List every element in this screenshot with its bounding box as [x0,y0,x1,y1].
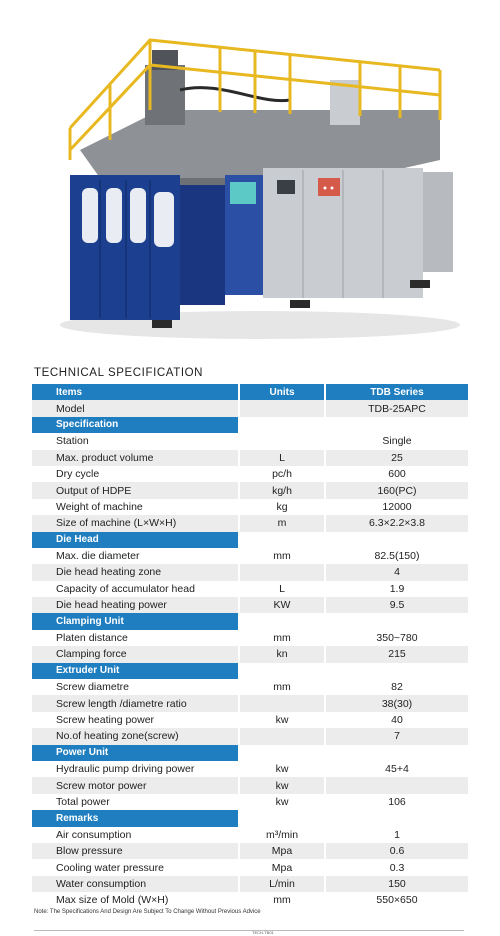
cell-label: Station [32,433,238,449]
cell-value: 1.9 [324,581,468,597]
cell-value: 4 [324,564,468,580]
cell-unit: kw [238,761,324,777]
table-row [32,433,468,449]
cell-unit: kw [238,712,324,728]
cell-label: No.of heating zone(screw) [32,728,238,744]
cell-label: Weight of machine [32,499,238,515]
cell-label: Hydraulic pump driving power [32,761,238,777]
table-row [32,761,468,777]
section-blank [238,745,324,761]
cell-value [324,777,468,793]
header-items: Items [32,384,238,400]
cell-label: Max. die diameter [32,548,238,564]
cell-unit: L [238,581,324,597]
table-row [32,515,468,531]
table-row [32,843,468,859]
cell-label: Dry cycle [32,466,238,482]
section-header: Clamping Unit [32,613,238,629]
table-row [32,794,468,810]
section-header: Die Head [32,532,238,548]
section-blank [324,532,468,548]
section-blank [238,663,324,679]
section-blank [324,745,468,761]
section-header: Power Unit [32,745,238,761]
cell-value: 82.5(150) [324,548,468,564]
cell-label: Capacity of accumulator head [32,581,238,597]
section-header-row [32,417,468,433]
footer-mark: TECH-TB01 [252,930,274,935]
cell-value: 7 [324,728,468,744]
cell-label: Max. product volume [32,450,238,466]
cell-value: 9.5 [324,597,468,613]
section-header-row [32,745,468,761]
table-row [32,679,468,695]
model-label: Model [32,400,238,416]
cell-unit: m³/min [238,827,324,843]
cell-value: 600 [324,466,468,482]
cell-unit: kg/h [238,482,324,498]
section-header-row [32,532,468,548]
cell-value: 6.3×2.2×3.8 [324,515,468,531]
cell-unit [238,728,324,744]
cell-label: Water consumption [32,876,238,892]
section-blank [324,613,468,629]
section-header: Extruder Unit [32,663,238,679]
cell-unit: kn [238,646,324,662]
cell-value: 12000 [324,499,468,515]
cell-unit [238,564,324,580]
table-row [32,499,468,515]
table-row [32,712,468,728]
table-row [32,728,468,744]
table-row [32,450,468,466]
cell-label: Screw heating power [32,712,238,728]
section-title: TECHNICAL SPECIFICATION [34,367,204,379]
section-blank [238,810,324,826]
table-row [32,859,468,875]
cell-value: 45+4 [324,761,468,777]
cell-value: 0.3 [324,859,468,875]
cell-value: 215 [324,646,468,662]
cell-unit: L/min [238,876,324,892]
table-row [32,827,468,843]
cell-unit: pc/h [238,466,324,482]
cell-value: 40 [324,712,468,728]
cell-value: 1 [324,827,468,843]
cell-unit: m [238,515,324,531]
cell-unit: kw [238,794,324,810]
cell-unit [238,433,324,449]
cell-value: Single [324,433,468,449]
section-blank [238,532,324,548]
cell-unit: mm [238,548,324,564]
spec-table [32,384,468,909]
cell-unit: kw [238,777,324,793]
cell-value: 550×650 [324,892,468,908]
cell-value: 82 [324,679,468,695]
footnote: Note: The Specifications And Design Are Subject To Change Without Previous Advice [34,909,261,915]
table-row [32,597,468,613]
cell-label: Cooling water pressure [32,859,238,875]
section-blank [324,417,468,433]
table-row [32,630,468,646]
cell-unit: mm [238,892,324,908]
cell-unit [238,695,324,711]
cell-label: Size of machine (L×W×H) [32,515,238,531]
table-row [32,581,468,597]
section-header: Specification [32,417,238,433]
cell-label: Screw diametre [32,679,238,695]
table-row [32,892,468,908]
section-header-row [32,810,468,826]
cell-label: Clamping force [32,646,238,662]
table-row [32,695,468,711]
table-row [32,548,468,564]
cell-label: Max size of Mold (W×H) [32,892,238,908]
footer-divider [34,930,464,931]
cell-value: 160(PC) [324,482,468,498]
cell-label: Screw length /diametre ratio [32,695,238,711]
table-row [32,876,468,892]
table-header-row [32,384,468,400]
cell-label: Air consumption [32,827,238,843]
cell-unit: kg [238,499,324,515]
cell-label: Output of HDPE [32,482,238,498]
header-units: Units [238,384,324,400]
table-row [32,777,468,793]
cell-value: 25 [324,450,468,466]
cell-value: 106 [324,794,468,810]
model-value: TDB-25APC [324,400,468,416]
cell-value: 38(30) [324,695,468,711]
cell-label: Die head heating zone [32,564,238,580]
cell-unit: KW [238,597,324,613]
cell-label: Blow pressure [32,843,238,859]
section-blank [324,810,468,826]
section-header-row [32,613,468,629]
cell-unit: mm [238,679,324,695]
header-series: TDB Series [324,384,468,400]
model-row [32,400,468,416]
table-row [32,564,468,580]
table-row [32,646,468,662]
section-header: Remarks [32,810,238,826]
model-unit [238,400,324,416]
section-header-row [32,663,468,679]
cell-label: Die head heating power [32,597,238,613]
cell-unit: L [238,450,324,466]
blow-molding-machine-image [40,10,480,350]
cell-unit: mm [238,630,324,646]
cell-unit: Mpa [238,843,324,859]
table-row [32,482,468,498]
table-row [32,466,468,482]
cell-value: 350~780 [324,630,468,646]
cell-label: Platen distance [32,630,238,646]
section-blank [238,613,324,629]
section-blank [324,663,468,679]
cell-label: Total power [32,794,238,810]
cell-label: Screw motor power [32,777,238,793]
cell-value: 0.6 [324,843,468,859]
section-blank [238,417,324,433]
cell-unit: Mpa [238,859,324,875]
cell-value: 150 [324,876,468,892]
